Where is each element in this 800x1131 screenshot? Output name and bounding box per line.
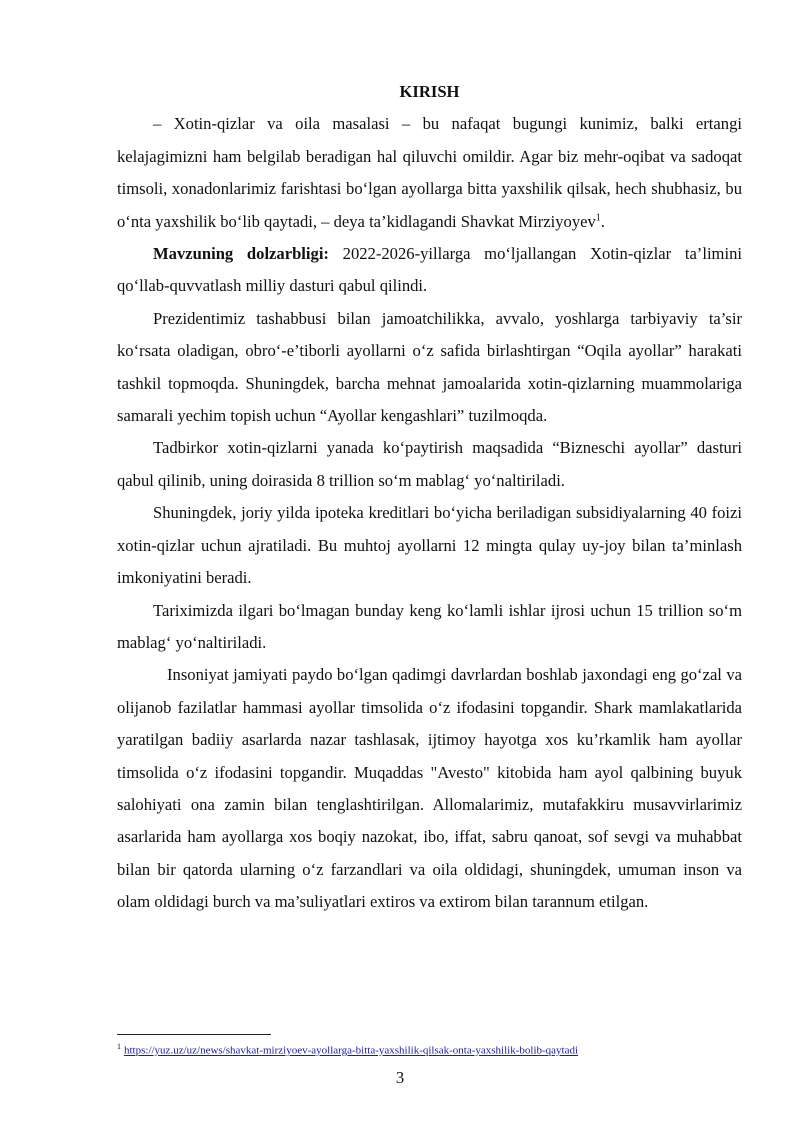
quote-text: – Xotin-qizlar va oila masalasi – bu nafaqat bugungi kunimiz, balki ertangi kelajagimizni ham belgilab beradigan hal qiluvchi omildir. Agar biz mehr-oqibat va sadoqat timsoli, xonadonlarimiz farishtasi bo‘lgan ayollarga bitta yaxshilik qilsak, hech shubhasiz, bu o‘nta yaxshilik bo‘lib qaytadi, – deya ta’kidlagandi Shavkat Mirziyoyev [117,114,742,231]
paragraph-subsidies: Shuningdek, joriy yilda ipoteka kreditlari bo‘yicha beriladigan subsidiyalarning 40 foizi xotin-qizlar uchun ajratiladi. Bu muhtoj ayollarni 12 mingta qulay uy-joy bilan ta’minlash imkoniyatini beradi. [117,503,742,588]
paragraph-quote [117,108,742,238]
page-number: 3 [395,1068,405,1087]
section-heading: KIRISH [399,82,460,101]
relevance-label: Mavzuning dolzarbligi: [153,244,329,264]
footnote-divider [117,1034,271,1035]
footnote-mark: 1 [117,1042,121,1051]
footnote-link[interactable]: https://yuz.uz/uz/news/shavkat-mirziyoev-ayollarga-bitta-yaxshilik-qilsak-onta-yaxshilik-bolib-qaytadi [124,1044,579,1057]
relevance-text: 2022-2026-yillarga mo‘ljallangan Xotin-qizlar ta’limini qo‘llab-quvvatlash milliy dasturi qabul qilindi. [117,244,742,296]
paragraph-business: Tadbirkor xotin-qizlarni yanada ko‘paytirish maqsadida “Bizneschi ayollar” dasturi qabul qilinib, uning doirasida 8 trillion so‘m mablag‘ yo‘naltiriladi. [117,438,742,490]
paragraph-funding: Tariximizda ilgari bo‘lmagan bunday keng ko‘lamli ishlar ijrosi uchun 15 trillion so‘m mablag‘ yo‘naltiriladi. [117,600,742,652]
footnote [117,1040,757,1058]
quote-end: . [600,211,605,231]
paragraph-initiative: Prezidentimiz tashabbusi bilan jamoatchilikka, avvalo, yoshlarga tarbiyaviy ta’sir ko‘rsata oladigan, obro‘-e’tiborli ayollarni o‘z safida birlashtirgan “Oqila ayollar” harakati tashkil topmoqda. Shuningdek, barcha mehnat jamoalarida xotin-qizlarning muammolariga samarali yechim topish uchun “Ayollar kengashlari” tuzilmoqda. [117,308,742,426]
paragraph-relevance [117,238,742,303]
paragraph-history: Insoniyat jamiyati paydo bo‘lgan qadimgi davrlardan boshlab jaxondagi eng go‘zal va olijanob fazilatlar hammasi ayollar timsolida o‘z ifodasini topgandir. Shark mamlakatlarida yaratilgan badiiy asarlarda nazar tashlasak, ijtimoy hayotga xos ku’rkamlik ham ayollar timsolida o‘z ifodasini topgandir. Muqaddas "Avesto" kitobida ham ayol qalbining buyuk salohiyati ona zamin bilan tenglashtirilgan. Allomalarimiz, mutafakkiru musavvirlarimiz asarlarida ham ayollarga xos boqiy nazokat, ibo, iffat, sabru qanoat, sof sevgi va muhabbat bilan bir qatorda ularning o‘z farzandlari va oila oldidagi, shuningdek, umuman inson va olam oldidagi burch va ma’suliyatlari extiros va extirom bilan tarannum etilgan. [117,665,742,912]
page-body [117,76,742,919]
footnote-reference[interactable]: 1 [595,212,601,224]
